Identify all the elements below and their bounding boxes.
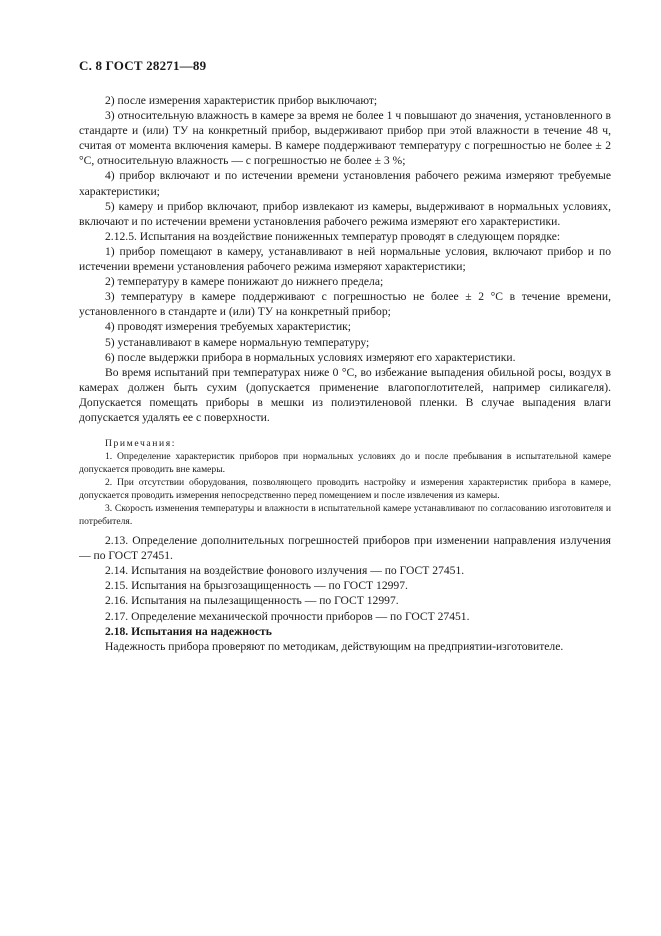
section-2-17: 2.17. Определение механической прочности приборов — по ГОСТ 27451. <box>105 609 470 623</box>
section-2-18-heading: 2.18. Испытания на надежность <box>105 624 272 638</box>
section-2-13: 2.13. Определение дополнительных погрешностей приборов при изменении направления излучения — по ГОСТ 27451. <box>79 534 611 563</box>
section-2-18-text: Надежность прибора проверяют по методикам, действующим на предприятии-изготовителе. <box>105 639 564 653</box>
notes-title: Примечания: <box>105 438 176 450</box>
section-2-15: 2.15. Испытания на брызгозащищенность — по ГОСТ 12997. <box>105 579 408 593</box>
paragraph: 2) после измерения характеристик прибор выключают; <box>105 94 378 107</box>
notes-block <box>79 437 611 528</box>
document-body <box>79 93 611 654</box>
paragraph: 6) после выдержки прибора в нормальных условиях измеряют его характеристики. <box>105 350 516 364</box>
paragraph: 3) относительную влажность в камере за время не более 1 ч повышают до значения, установленного в стандарте и (или) ТУ на конкретный прибор, выдерживают прибор при этой влажности в течение 48 ч, считая от момента включения камеры. В камере поддерживают температуру с погрешностью не более ± 2 °С, относительную влажность — с погрешностью не более ± 3 %; <box>79 109 611 168</box>
paragraph: 5) устанавливают в камере нормальную температуру; <box>105 335 370 349</box>
paragraph: 2) температуру в камере понижают до нижнего предела; <box>105 275 384 289</box>
note-item: 2. При отсутствии оборудования, позволяющего проводить настройку и измерения характеристик прибора в камере, допускается проводить измерения непосредственно перед помещением и после извлечения из камеры. <box>79 477 611 502</box>
sections-block <box>79 533 611 654</box>
note-item: 3. Скорость изменения температуры и влажности в испытательной камере устанавливают по согласованию изготовителя и потребителя. <box>79 503 611 528</box>
paragraph: 1) прибор помещают в камеру, устанавливают в ней нормальные условия, включают прибор и по истечении времени установления рабочего режима измеряют характеристики; <box>79 244 611 274</box>
paragraph: 5) камеру и прибор включают, прибор извлекают из камеры, выдерживают в нормальных условиях, включают и по истечении времени установления рабочего режима измеряют его характеристики. <box>79 199 611 228</box>
page-header: С. 8 ГОСТ 28271—89 <box>79 58 207 73</box>
section-2-16: 2.16. Испытания на пылезащищенность — по ГОСТ 12997. <box>105 594 399 608</box>
paragraph: 4) прибор включают и по истечении времени установления рабочего режима измеряют требуемые характеристики; <box>79 169 611 198</box>
section-2-14: 2.14. Испытания на воздействие фонового излучения — по ГОСТ 27451. <box>105 564 465 578</box>
note-item: 1. Определение характеристик приборов при нормальных условиях до и после пребывания в испытательной камере допускается проводить вне камеры. <box>79 451 611 476</box>
section-2-12-5: 2.12.5. Испытания на воздействие пониженных температур проводят в следующем порядке: <box>105 229 561 243</box>
paragraph: Во время испытаний при температурах ниже 0 °С, во избежание выпадения обильной росы, воздух в камерах должен быть сухим (допускается применение влагопоглотителей, например силикагеля). Допускается помещать приборы в мешки из полиэтиленовой пленки. В случае выпадения влаги допускается удалять ее с поверхности. <box>79 365 611 424</box>
paragraph: 3) температуру в камере поддерживают с погрешностью не более ± 2 °С в течение времени, установленного в стандарте и (или) ТУ на конкретный прибор; <box>79 290 611 319</box>
paragraph: 4) проводят измерения требуемых характеристик; <box>105 320 352 334</box>
